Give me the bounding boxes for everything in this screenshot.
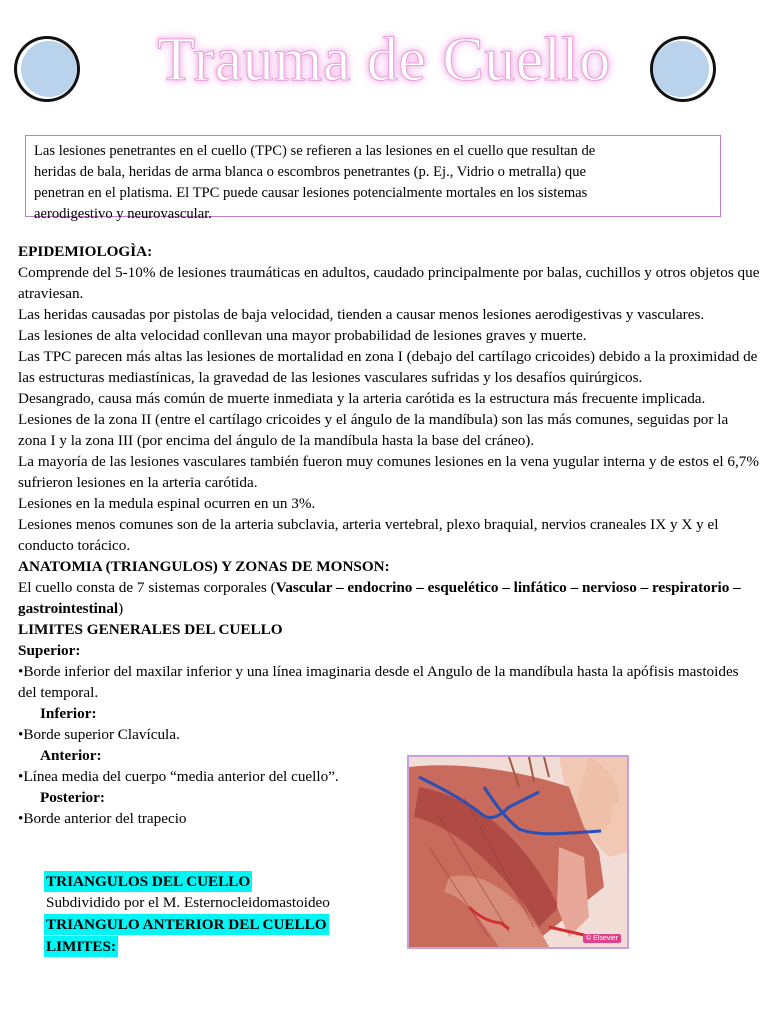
main-content — [18, 241, 760, 829]
triangulo-anterior-heading: TRIANGULO ANTERIOR DEL CUELLO — [46, 916, 327, 933]
limit-text-inferior: •Borde superior Clavícula. — [18, 726, 180, 743]
limit-text-anterior: •Línea media del cuerpo “media anterior del cuello”. — [18, 768, 339, 785]
image-credit: © Elsevier — [583, 934, 621, 943]
limit-label-superior: Superior: — [18, 642, 81, 659]
intro-line: aerodigestivo y neurovascular. — [34, 206, 212, 222]
anatomia-paragraph — [18, 577, 760, 619]
paragraph: Comprende del 5-10% de lesiones traumáticas en adultos, caudado principalmente por balas, cuchillos y otros objetos que atraviesan. — [18, 264, 760, 302]
section-heading-limites: LIMITES GENERALES DEL CUELLO — [18, 621, 283, 638]
intro-line: heridas de bala, heridas de arma blanca o escombros penetrantes (p. Ej., Vidrio o metralla) que — [34, 164, 586, 180]
paragraph: Las TPC parecen más altas las lesiones de mortalidad en zona I (debajo del cartílago cricoides) debido a la proximidad de las estructuras mediastínicas, la gravedad de las lesiones vasculares sufridas y los desafíos quirúrgicos. — [18, 348, 758, 386]
paragraph: Lesiones menos comunes son de la arteria subclavia, arteria vertebral, plexo braquial, nervios craneales IX y X y el conducto torácico. — [18, 516, 719, 554]
triangulos-heading-wrap — [44, 871, 252, 892]
triangulo-anterior-wrap — [44, 914, 329, 935]
intro-line: Las lesiones penetrantes en el cuello (TPC) se refieren a las lesiones en el cuello que resultan de — [34, 143, 596, 159]
intro-box — [25, 135, 721, 222]
limit-label-posterior: Posterior: — [40, 789, 105, 806]
limit-text-posterior: •Borde anterior del trapecio — [18, 810, 187, 827]
neck-anatomy-illustration — [409, 757, 627, 947]
paragraph: Desangrado, causa más común de muerte inmediata y la arteria carótida es la estructura más frecuente implicada. — [18, 390, 706, 407]
section-heading-anatomia: ANATOMIA (TRIANGULOS) Y ZONAS DE MONSON: — [18, 558, 390, 575]
neck-anatomy-image — [407, 755, 629, 949]
anatomia-systems: Vascular – endocrino – esquelético – linfático – nervioso – respiratorio – gastrointestinal — [18, 579, 741, 617]
anatomia-text-suffix: ) — [118, 600, 124, 617]
paragraph: Lesiones de la zona II (entre el cartílago cricoides y el ángulo de la mandíbula) son las más comunes, seguidas por la zona I y la zona III (por encima del ángulo de la mandíbula hasta la base del cráneo). — [18, 411, 729, 449]
paragraph: Las lesiones de alta velocidad conllevan una mayor probabilidad de lesiones graves y muerte. — [18, 327, 587, 344]
limit-text-superior: •Borde inferior del maxilar inferior y una línea imaginaria desde el Angulo de la mandíbula hasta la apófisis mastoides del temporal. — [18, 663, 739, 701]
paragraph: Las heridas causadas por pistolas de baja velocidad, tienden a causar menos lesiones aerodigestivas y vasculares. — [18, 306, 705, 323]
paragraph: Lesiones en la medula espinal ocurren en un 3%. — [18, 495, 316, 512]
section-heading-epidemiologia: EPIDEMIOLOGÌA: — [18, 243, 153, 260]
intro-line: penetran en el platisma. El TPC puede causar lesiones potencialmente mortales en los sistemas — [34, 185, 588, 201]
limites-wrap — [44, 936, 118, 957]
limit-label-anterior: Anterior: — [40, 747, 102, 764]
limites-heading: LIMITES: — [46, 938, 117, 955]
limit-label-inferior: Inferior: — [40, 705, 97, 722]
paragraph: La mayoría de las lesiones vasculares también fueron muy comunes lesiones en la vena yugular interna y de estos el 6,7% sufrieron lesiones en la arteria carótida. — [18, 453, 759, 491]
page-title: Trauma de Cuello — [157, 26, 611, 94]
triangulos-heading: TRIANGULOS DEL CUELLO — [46, 873, 251, 890]
triangulos-subdivided: Subdividido por el M. Esternocleidomastoideo — [46, 894, 330, 911]
anatomia-text-prefix: El cuello consta de 7 sistemas corporales ( — [18, 579, 276, 596]
